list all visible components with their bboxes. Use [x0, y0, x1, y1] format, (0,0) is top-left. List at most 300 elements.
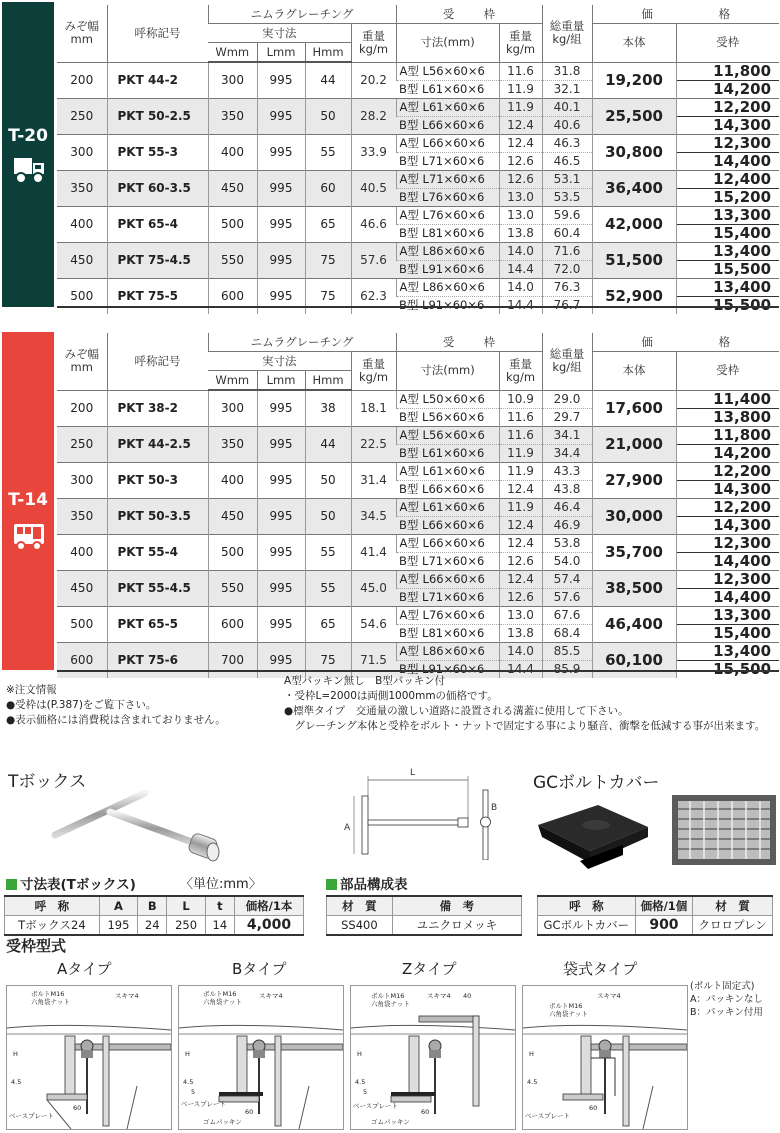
table-row	[57, 462, 779, 480]
cell-code: PKT 50-3.5	[107, 498, 208, 534]
cell-body-price: 60,100	[592, 642, 676, 678]
nut-label: 六角袋ナット	[203, 998, 242, 1006]
cell-frame-a-weight: 12.4	[499, 134, 542, 152]
cell-l: 995	[257, 242, 305, 278]
cell-width: 250	[57, 426, 107, 462]
col-actual-size: 実寸法	[208, 24, 351, 43]
cell-frame-b-weight: 12.4	[499, 116, 542, 134]
table-row	[57, 498, 779, 516]
cell-total-b: 85.9	[542, 660, 592, 678]
cell-w: 450	[208, 498, 257, 534]
cell-body-price: 46,400	[592, 606, 676, 642]
cell-frame-a: A型 L86×60×6	[396, 278, 499, 296]
cell-h: 75	[305, 242, 351, 278]
cell-code: PKT 44-2.5	[107, 426, 208, 462]
rubber-label: ゴムパッキン	[371, 1118, 410, 1126]
frame-diagram-a	[6, 985, 172, 1130]
h-label: H	[185, 1050, 190, 1058]
frame-diagram-b	[178, 985, 344, 1130]
gap-label: スキマ4	[597, 992, 621, 1000]
td-name: Tボックス24	[5, 916, 100, 936]
cell-frame-a: A型 L86×60×6	[396, 242, 499, 260]
cell-h: 38	[305, 390, 351, 426]
cell-l: 995	[257, 642, 305, 678]
bolt-label: ボルトM16	[203, 990, 237, 998]
cell-frame-a-weight: 10.9	[499, 390, 542, 408]
cell-h: 75	[305, 278, 351, 314]
spec-table-t14	[57, 333, 779, 678]
cell-code: PKT 75-4.5	[107, 242, 208, 278]
dim-45-label: 4.5	[355, 1078, 366, 1086]
cell-frame-a: A型 L61×60×6	[396, 462, 499, 480]
cell-frame-b: B型 L61×60×6	[396, 80, 499, 98]
col-frame-price: 受枠	[676, 352, 779, 391]
td-material: SS400	[327, 916, 393, 936]
cell-frame-a-price: 11,800	[676, 62, 779, 80]
col-code: 呼称記号	[107, 333, 208, 390]
cell-body-price: 42,000	[592, 206, 676, 242]
cell-frame-b-price: 15,200	[676, 188, 779, 206]
dim-60-label: 60	[73, 1104, 82, 1112]
table-row	[57, 534, 779, 552]
cell-width: 300	[57, 134, 107, 170]
cell-width: 350	[57, 170, 107, 206]
cell-frame-a-price: 13,300	[676, 206, 779, 224]
cell-frame-a: A型 L50×60×6	[396, 390, 499, 408]
cell-frame-b-weight: 12.6	[499, 588, 542, 606]
cell-frame-a-price: 12,400	[676, 170, 779, 188]
cell-frame-b-weight: 14.4	[499, 660, 542, 678]
cell-frame-a: A型 L86×60×6	[396, 642, 499, 660]
th-l: L	[167, 896, 205, 916]
cell-frame-a-weight: 11.9	[499, 498, 542, 516]
cell-frame-a: A型 L56×60×6	[396, 62, 499, 80]
cell-total-b: 40.6	[542, 116, 592, 134]
dim-40-label: 40	[463, 992, 472, 1000]
base-plate-label: ベースプレート	[353, 1102, 398, 1110]
cell-width: 500	[57, 606, 107, 642]
green-bullet-icon	[6, 879, 17, 890]
cell-weight: 40.5	[351, 170, 396, 206]
cell-code: PKT 55-4	[107, 534, 208, 570]
dim-60-label: 60	[245, 1108, 254, 1116]
td-b: 24	[138, 916, 167, 936]
h-label: H	[357, 1050, 362, 1058]
cell-code: PKT 50-2.5	[107, 98, 208, 134]
cell-w: 600	[208, 606, 257, 642]
cell-w: 450	[208, 170, 257, 206]
table-row	[57, 390, 779, 408]
nut-label: 六角袋ナット	[31, 998, 70, 1006]
legend-line: A：パッキンなし	[690, 994, 763, 1005]
cell-l: 995	[257, 134, 305, 170]
notes-left	[6, 683, 226, 728]
cell-frame-b-weight: 13.8	[499, 624, 542, 642]
legend-line: B：パッキン付用	[690, 1007, 763, 1018]
cell-code: PKT 44-2	[107, 62, 208, 98]
gc-title: GCボルトカバー	[533, 773, 660, 793]
table-row	[57, 570, 779, 588]
cell-total-b: 53.5	[542, 188, 592, 206]
cell-total-b: 32.1	[542, 80, 592, 98]
cell-h: 75	[305, 642, 351, 678]
table-bottom-line	[57, 670, 779, 672]
cell-frame-b-weight: 12.6	[499, 552, 542, 570]
dim-5-label: 5	[191, 1088, 196, 1096]
cell-frame-a-price: 12,200	[676, 462, 779, 480]
cell-body-price: 38,500	[592, 570, 676, 606]
col-w: Wmm	[208, 371, 257, 391]
td-a: 195	[99, 916, 137, 936]
cell-frame-a: A型 L61×60×6	[396, 98, 499, 116]
cell-frame-b: B型 L81×60×6	[396, 224, 499, 242]
cell-frame-b-price: 15,400	[676, 624, 779, 642]
tbox-dimension-heading: 寸法表(Tボックス)	[6, 873, 136, 893]
tab-code: T-14	[8, 490, 48, 510]
cell-body-price: 36,400	[592, 170, 676, 206]
cell-frame-a-weight: 11.6	[499, 62, 542, 80]
cell-h: 65	[305, 606, 351, 642]
col-width: みぞ幅 mm	[64, 347, 99, 375]
cell-code: PKT 55-4.5	[107, 570, 208, 606]
cell-total-a: 46.3	[542, 134, 592, 152]
dim-45-label: 4.5	[527, 1078, 538, 1086]
th-material: 材 質	[327, 896, 393, 916]
cell-width: 200	[57, 62, 107, 98]
cell-w: 350	[208, 98, 257, 134]
cell-frame-a-price: 13,400	[676, 242, 779, 260]
rubber-label: ゴムパッキン	[203, 1118, 242, 1126]
dim-5-label: 5	[363, 1088, 368, 1096]
cell-weight: 28.2	[351, 98, 396, 134]
cell-frame-a: A型 L66×60×6	[396, 570, 499, 588]
th-price: 価格/1本	[234, 896, 303, 916]
cell-l: 995	[257, 570, 305, 606]
col-h: Hmm	[305, 371, 351, 391]
cell-frame-b: B型 L66×60×6	[396, 516, 499, 534]
col-weight: 重量 kg/m	[351, 352, 396, 391]
cell-frame-b-price: 14,300	[676, 480, 779, 498]
cell-frame-a: A型 L56×60×6	[396, 426, 499, 444]
cell-frame-a-weight: 12.4	[499, 534, 542, 552]
cell-frame-b-weight: 13.8	[499, 224, 542, 242]
cell-weight: 71.5	[351, 642, 396, 678]
base-plate-label: ベースプレート	[181, 1100, 226, 1108]
cell-l: 995	[257, 606, 305, 642]
th-material: 材 質	[693, 896, 773, 916]
cell-frame-b: B型 L66×60×6	[396, 480, 499, 498]
cell-l: 995	[257, 534, 305, 570]
cell-weight: 62.3	[351, 278, 396, 314]
col-frame-weight: 重量 kg/m	[499, 352, 542, 391]
cell-h: 44	[305, 426, 351, 462]
table-row	[57, 170, 779, 188]
cell-weight: 57.6	[351, 242, 396, 278]
note-line: A型パッキン無し B型パッキン付	[284, 675, 446, 687]
cell-frame-a-weight: 14.0	[499, 642, 542, 660]
cell-weight: 20.2	[351, 62, 396, 98]
frame-diagram-z	[350, 985, 516, 1130]
base-plate-label: ベースプレート	[525, 1112, 570, 1120]
cell-frame-b-weight: 14.4	[499, 260, 542, 278]
th-b: B	[138, 896, 167, 916]
table-row	[57, 606, 779, 624]
cell-frame-a-price: 13,300	[676, 606, 779, 624]
td-material: クロロプレン	[693, 916, 773, 936]
cell-h: 65	[305, 206, 351, 242]
tbox-dimension-drawing	[338, 760, 508, 860]
col-total-weight: 総重量 kg/組	[542, 333, 592, 390]
cell-l: 995	[257, 62, 305, 98]
cell-total-b: 34.4	[542, 444, 592, 462]
cell-frame-b-price: 14,200	[676, 444, 779, 462]
cell-frame-b: B型 L76×60×6	[396, 188, 499, 206]
cell-body-price: 51,500	[592, 242, 676, 278]
cell-frame-a-price: 13,400	[676, 278, 779, 296]
th-t: t	[205, 896, 234, 916]
dim-45-label: 4.5	[11, 1078, 22, 1086]
td-name: GCボルトカバー	[538, 916, 636, 936]
note-line: ●標準タイプ 交通量の激しい道路に設置される溝蓋に使用して下さい。	[284, 705, 629, 717]
table-row	[57, 278, 779, 296]
cell-total-a: 46.4	[542, 498, 592, 516]
cell-total-a: 43.3	[542, 462, 592, 480]
th-a: A	[99, 896, 137, 916]
cell-w: 600	[208, 278, 257, 314]
cell-frame-a-price: 12,200	[676, 98, 779, 116]
table-row	[57, 134, 779, 152]
bus-icon	[12, 520, 46, 552]
table-bottom-line	[57, 306, 779, 308]
cell-total-a: 71.6	[542, 242, 592, 260]
cell-frame-b-weight: 11.9	[499, 444, 542, 462]
grating-photo	[672, 795, 776, 865]
dim-label-a: A	[344, 823, 351, 833]
cell-width: 500	[57, 278, 107, 314]
cell-body-price: 21,000	[592, 426, 676, 462]
cell-h: 50	[305, 462, 351, 498]
cell-frame-b-price: 14,400	[676, 152, 779, 170]
parts-heading: 部品構成表	[326, 873, 408, 893]
cell-weight: 31.4	[351, 462, 396, 498]
cell-frame-b-price: 13,800	[676, 408, 779, 426]
col-frame-size: 寸法(mm)	[396, 24, 499, 63]
cell-total-b: 43.8	[542, 480, 592, 498]
tbox-unit: 〈単位:mm〉	[180, 877, 262, 892]
tab-t14	[2, 332, 54, 670]
td-remarks: ユニクロメッキ	[392, 916, 521, 936]
dim-label-b: B	[491, 803, 498, 813]
cell-frame-b: B型 L91×60×6	[396, 296, 499, 314]
dim-label-l: L	[410, 768, 416, 778]
table-row	[57, 62, 779, 80]
cell-width: 450	[57, 242, 107, 278]
note-line: ●受枠は(P.387)をご覧下さい。	[6, 699, 157, 711]
cell-l: 995	[257, 278, 305, 314]
cell-h: 50	[305, 98, 351, 134]
cell-code: PKT 50-3	[107, 462, 208, 498]
base-plate-label: ベースプレート	[9, 1112, 54, 1120]
cell-l: 995	[257, 498, 305, 534]
cell-frame-b: B型 L61×60×6	[396, 444, 499, 462]
frame-types-title: 受枠型式	[6, 937, 67, 955]
cell-frame-b: B型 L91×60×6	[396, 660, 499, 678]
cell-w: 500	[208, 206, 257, 242]
cell-l: 995	[257, 390, 305, 426]
cell-frame-a-weight: 14.0	[499, 242, 542, 260]
cell-frame-a-price: 12,300	[676, 534, 779, 552]
note-line: グレーチング本体と受枠をボルト・ナットで固定する事により騒音、衝撃を低減する事が出来ます。	[284, 720, 766, 732]
cell-l: 995	[257, 206, 305, 242]
cell-body-price: 17,600	[592, 390, 676, 426]
cell-frame-a: A型 L76×60×6	[396, 606, 499, 624]
cell-total-b: 60.4	[542, 224, 592, 242]
th-price: 価格/1個	[635, 896, 693, 916]
cell-frame-b: B型 L56×60×6	[396, 408, 499, 426]
cell-frame-b: B型 L81×60×6	[396, 624, 499, 642]
cell-total-a: 85.5	[542, 642, 592, 660]
gap-label: スキマ4	[427, 992, 451, 1000]
cell-total-a: 59.6	[542, 206, 592, 224]
type-a-label: Aタイプ	[57, 960, 112, 978]
col-l: Lmm	[257, 371, 305, 391]
cell-w: 300	[208, 390, 257, 426]
tab-code: T-20	[8, 126, 48, 146]
cell-w: 500	[208, 534, 257, 570]
cell-frame-b-weight: 11.6	[499, 408, 542, 426]
cell-body-price: 19,200	[592, 62, 676, 98]
cell-body-price: 35,700	[592, 534, 676, 570]
td-price: 4,000	[234, 916, 303, 936]
type-bag-label: 袋式タイプ	[563, 960, 638, 978]
cell-weight: 34.5	[351, 498, 396, 534]
cell-h: 50	[305, 498, 351, 534]
frame-diagram-bag	[522, 985, 688, 1130]
cell-frame-b-price: 14,400	[676, 588, 779, 606]
cell-total-b: 46.5	[542, 152, 592, 170]
gc-table	[537, 895, 773, 936]
cell-frame-b-price: 15,500	[676, 260, 779, 278]
cell-frame-a-weight: 11.9	[499, 98, 542, 116]
note-line: ※注文情報	[6, 684, 57, 696]
cell-w: 400	[208, 134, 257, 170]
cell-total-b: 68.4	[542, 624, 592, 642]
cell-frame-a-price: 12,300	[676, 134, 779, 152]
cell-w: 350	[208, 426, 257, 462]
cell-total-b: 72.0	[542, 260, 592, 278]
col-price: 価 格	[592, 333, 779, 352]
cell-frame-b-weight: 11.9	[499, 80, 542, 98]
cell-total-b: 76.7	[542, 296, 592, 314]
cell-h: 55	[305, 534, 351, 570]
cell-total-b: 46.9	[542, 516, 592, 534]
col-w: Wmm	[208, 43, 257, 63]
cell-body-price: 52,900	[592, 278, 676, 314]
tbox-title: Tボックス	[8, 772, 87, 792]
cell-weight: 46.6	[351, 206, 396, 242]
cell-w: 550	[208, 242, 257, 278]
dim-45-label: 4.5	[183, 1078, 194, 1086]
cell-frame-a: A型 L76×60×6	[396, 206, 499, 224]
cell-weight: 45.0	[351, 570, 396, 606]
cell-width: 250	[57, 98, 107, 134]
col-total-weight: 総重量 kg/組	[542, 5, 592, 62]
cell-width: 600	[57, 642, 107, 678]
th-name: 呼 称	[538, 896, 636, 916]
cell-frame-b-price: 15,500	[676, 296, 779, 314]
cell-weight: 54.6	[351, 606, 396, 642]
cell-total-a: 53.1	[542, 170, 592, 188]
col-frame: 受 枠	[396, 5, 542, 24]
cell-weight: 41.4	[351, 534, 396, 570]
col-grating: ニムラグレーチング	[208, 5, 396, 24]
cell-width: 200	[57, 390, 107, 426]
cell-total-a: 57.4	[542, 570, 592, 588]
col-frame-weight: 重量 kg/m	[499, 24, 542, 63]
cell-total-a: 40.1	[542, 98, 592, 116]
tab-t20	[2, 2, 54, 307]
cell-code: PKT 60-3.5	[107, 170, 208, 206]
note-line: ●表示価格には消費税は含まれておりません。	[6, 714, 226, 726]
dim-60-label: 60	[589, 1104, 598, 1112]
fixing-legend	[690, 980, 763, 1019]
cell-weight: 18.1	[351, 390, 396, 426]
cell-total-b: 54.0	[542, 552, 592, 570]
notes-right	[284, 674, 765, 734]
cell-w: 300	[208, 62, 257, 98]
h-label: H	[13, 1050, 18, 1058]
cell-l: 995	[257, 170, 305, 206]
cell-total-b: 29.7	[542, 408, 592, 426]
cell-frame-b-weight: 14.4	[499, 296, 542, 314]
cell-frame-b: B型 L71×60×6	[396, 588, 499, 606]
cell-frame-a-price: 13,400	[676, 642, 779, 660]
tbox-wrench-image	[50, 790, 240, 870]
dump-truck-icon	[12, 152, 46, 186]
table-row	[57, 98, 779, 116]
cell-frame-a-weight: 13.0	[499, 206, 542, 224]
col-body-price: 本体	[592, 352, 676, 391]
cell-body-price: 30,800	[592, 134, 676, 170]
cell-body-price: 27,900	[592, 462, 676, 498]
col-actual-size: 実寸法	[208, 352, 351, 371]
col-weight: 重量 kg/m	[351, 24, 396, 63]
cell-code: PKT 65-5	[107, 606, 208, 642]
gc-bolt-cover-image	[528, 795, 658, 875]
th-name: 呼 称	[5, 896, 100, 916]
cell-frame-a-price: 11,800	[676, 426, 779, 444]
cell-code: PKT 75-5	[107, 278, 208, 314]
cell-total-a: 31.8	[542, 62, 592, 80]
cell-h: 55	[305, 134, 351, 170]
bolt-label: ボルトM16	[31, 990, 65, 998]
cell-code: PKT 55-3	[107, 134, 208, 170]
cell-total-a: 67.6	[542, 606, 592, 624]
cell-code: PKT 38-2	[107, 390, 208, 426]
cell-body-price: 30,000	[592, 498, 676, 534]
cell-frame-b-price: 14,200	[676, 80, 779, 98]
cell-code: PKT 65-4	[107, 206, 208, 242]
cell-total-b: 57.6	[542, 588, 592, 606]
cell-total-a: 76.3	[542, 278, 592, 296]
nut-label: 六角袋ナット	[371, 1000, 410, 1008]
spec-table-t20	[57, 5, 779, 314]
td-l: 250	[167, 916, 205, 936]
gap-label: スキマ4	[115, 992, 139, 1000]
cell-width: 350	[57, 498, 107, 534]
table-row	[57, 242, 779, 260]
cell-total-a: 29.0	[542, 390, 592, 408]
